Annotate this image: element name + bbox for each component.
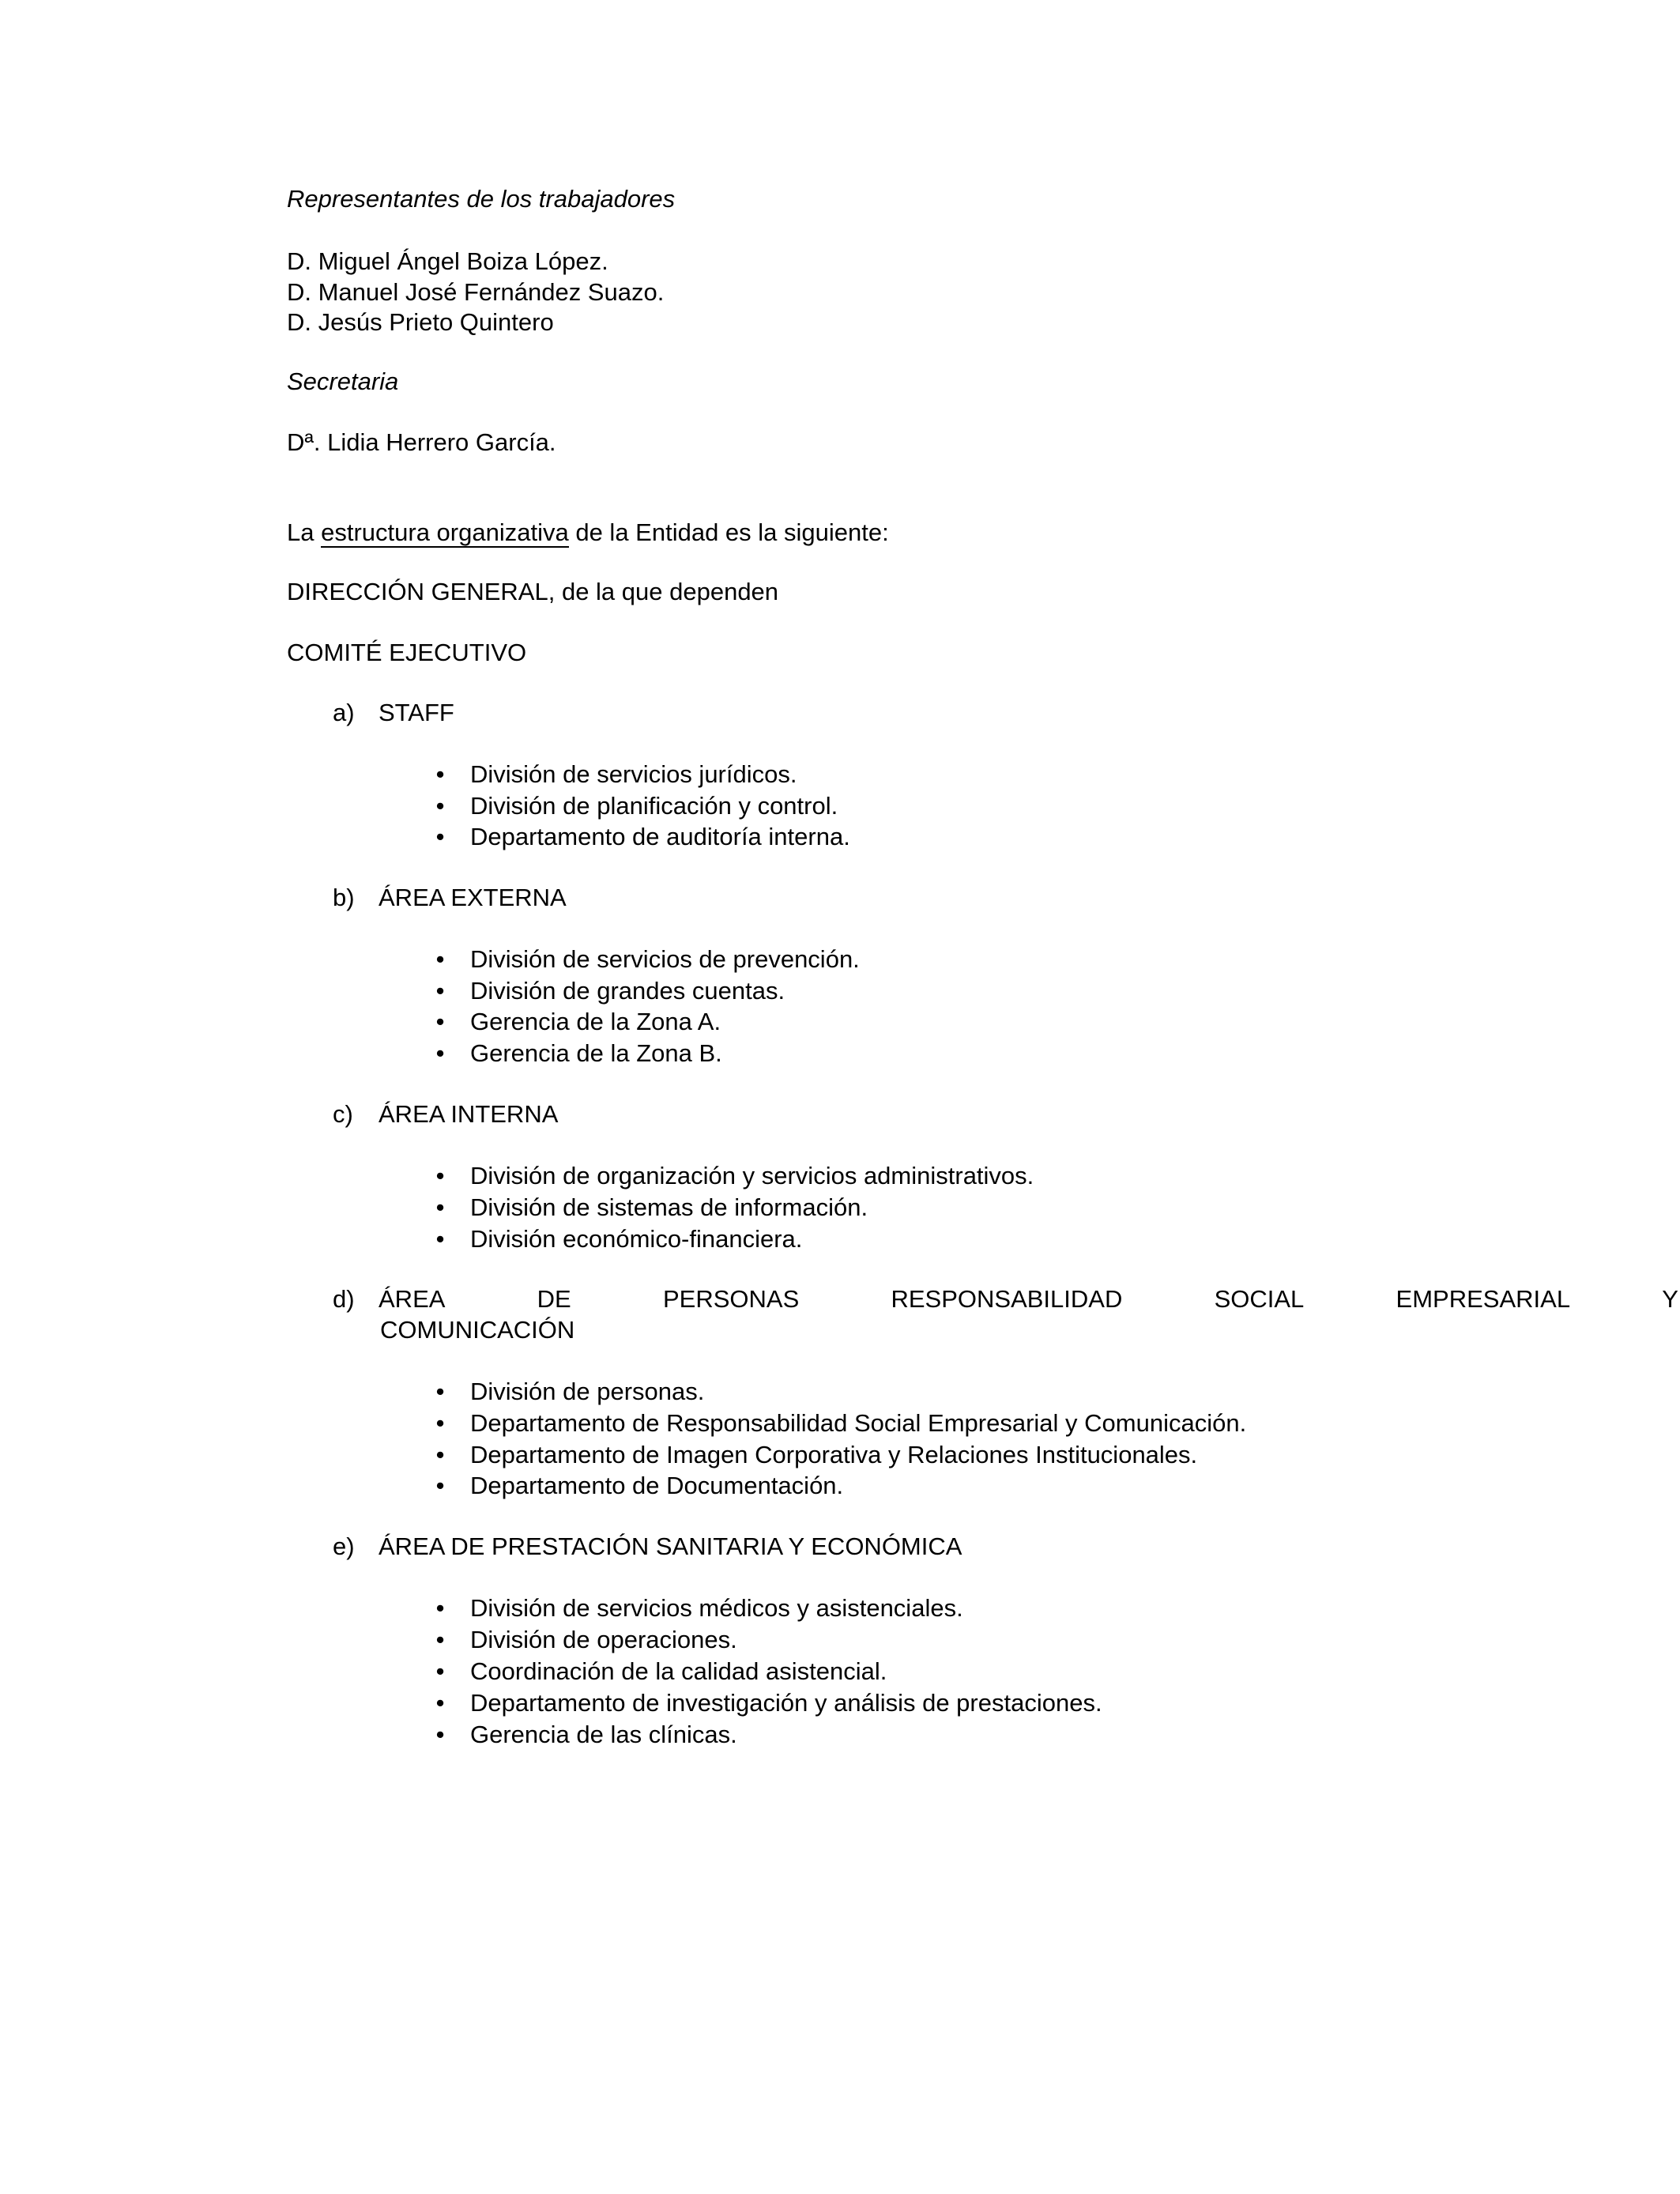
section-title-line2: COMUNICACIÓN <box>380 1316 575 1344</box>
bullet-icon: • <box>435 1162 445 1189</box>
list-item: División de servicios jurídicos. <box>470 760 797 788</box>
section-title-justified <box>379 1284 1678 1315</box>
section-title: ÁREA DE PRESTACIÓN SANITARIA Y ECONÓMICA <box>379 1532 962 1560</box>
list-item: Departamento de Imagen Corporativa y Relaciones Institucionales. <box>470 1441 1198 1468</box>
bullet-icon: • <box>435 792 445 820</box>
section-title-word: PERSONAS <box>662 1285 800 1313</box>
bullet-icon: • <box>435 1594 445 1622</box>
section-title-word: RESPONSABILIDAD <box>891 1285 1123 1313</box>
representante-name: D. Manuel José Fernández Suazo. <box>287 278 665 306</box>
bullet-icon: • <box>435 1441 445 1468</box>
list-item: Departamento de Responsabilidad Social Empresarial y Comunicación. <box>470 1409 1247 1437</box>
list-item: División de planificación y control. <box>470 792 838 820</box>
section-title: ÁREA INTERNA <box>379 1100 559 1128</box>
bullet-icon: • <box>435 1721 445 1748</box>
list-item: Gerencia de las clínicas. <box>470 1721 737 1748</box>
bullet-icon: • <box>435 823 445 850</box>
list-item: División de organización y servicios administrativos. <box>470 1162 1034 1189</box>
section-title-word: DE <box>537 1285 571 1313</box>
bullet-icon: • <box>435 945 445 973</box>
estructura-suffix: de la Entidad es la siguiente: <box>568 518 889 546</box>
comite-ejecutivo: COMITÉ EJECUTIVO <box>287 639 527 666</box>
bullet-icon: • <box>435 1378 445 1405</box>
list-item: División de sistemas de información. <box>470 1193 868 1221</box>
estructura-underlined: estructura organizativa <box>321 518 569 546</box>
bullet-icon: • <box>435 760 445 788</box>
section-marker: e) <box>333 1532 355 1560</box>
bullet-icon: • <box>435 1193 445 1221</box>
estructura-prefix: La <box>287 518 322 546</box>
list-item: Departamento de Documentación. <box>470 1472 844 1499</box>
bullet-icon: • <box>435 977 445 1005</box>
estructura-intro <box>287 517 889 548</box>
document-page <box>287 0 1678 2194</box>
list-item: Gerencia de la Zona A. <box>470 1008 721 1035</box>
section-marker: b) <box>333 884 355 911</box>
list-item: División de grandes cuentas. <box>470 977 785 1005</box>
bullet-icon: • <box>435 1008 445 1035</box>
list-item: División de servicios médicos y asistenciales. <box>470 1594 963 1622</box>
list-item: Departamento de investigación y análisis de prestaciones. <box>470 1689 1102 1717</box>
secretaria-heading: Secretaria <box>287 368 399 395</box>
section-title: ÁREA EXTERNA <box>379 884 567 911</box>
bullet-icon: • <box>435 1225 445 1253</box>
section-marker: a) <box>333 699 355 726</box>
section-title-word: Y <box>1662 1285 1678 1313</box>
list-item: Coordinación de la calidad asistencial. <box>470 1657 887 1685</box>
list-item: División de personas. <box>470 1378 705 1405</box>
section-marker: d) <box>333 1285 355 1313</box>
representante-name: D. Miguel Ángel Boiza López. <box>287 247 608 275</box>
section-title: STAFF <box>379 699 454 726</box>
representante-name: D. Jesús Prieto Quintero <box>287 308 554 336</box>
bullet-icon: • <box>435 1409 445 1437</box>
section-title-word: ÁREA <box>379 1285 446 1313</box>
section-title-word: EMPRESARIAL <box>1396 1285 1571 1313</box>
secretaria-name: Dª. Lidia Herrero García. <box>287 428 556 456</box>
bullet-icon: • <box>435 1689 445 1717</box>
section-title-word: SOCIAL <box>1214 1285 1305 1313</box>
representantes-heading: Representantes de los trabajadores <box>287 185 676 213</box>
list-item: División de operaciones. <box>470 1626 737 1653</box>
list-item: Departamento de auditoría interna. <box>470 823 850 850</box>
bullet-icon: • <box>435 1657 445 1685</box>
list-item: División económico-financiera. <box>470 1225 803 1253</box>
bullet-icon: • <box>435 1626 445 1653</box>
list-item: División de servicios de prevención. <box>470 945 860 973</box>
bullet-icon: • <box>435 1472 445 1499</box>
section-marker: c) <box>333 1100 353 1128</box>
direccion-general: DIRECCIÓN GENERAL, de la que dependen <box>287 578 779 605</box>
bullet-icon: • <box>435 1039 445 1067</box>
list-item: Gerencia de la Zona B. <box>470 1039 722 1067</box>
